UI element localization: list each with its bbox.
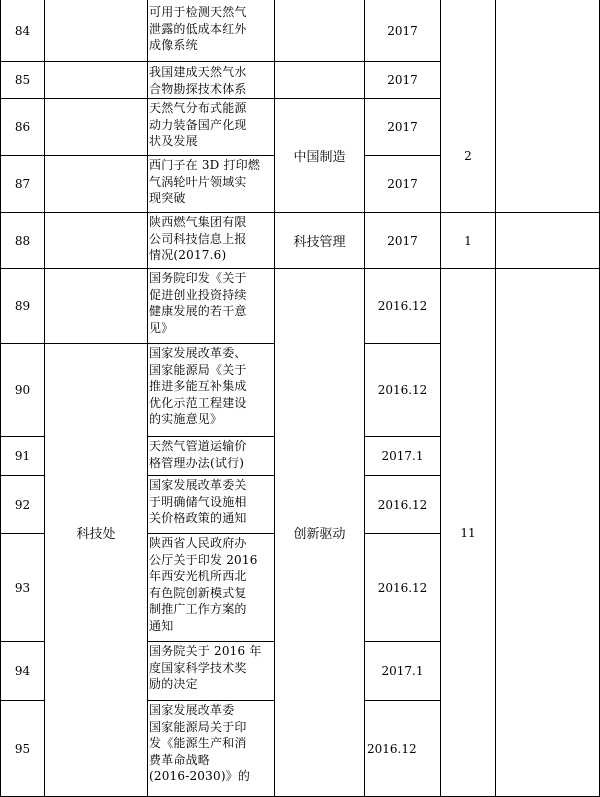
document-title: 天然气分布式能源 动力装备国产化现 状及发展 — [149, 101, 247, 148]
row-number: 90 — [14, 383, 31, 397]
date-cell: 2017 — [387, 177, 418, 191]
document-title: 国家发展改革委关 于明确储气设施相 关价格政策的通知 — [149, 478, 247, 525]
date-cell: 2017 — [387, 73, 418, 87]
document-title: 国务院印发《关于 促进创业投资持续 健康发展的若干意 见》 — [149, 271, 247, 335]
document-title: 我国建成天然气水 合物勘探技术体系 — [149, 65, 247, 96]
row-number: 86 — [14, 120, 31, 134]
document-title: 西门子在 3D 打印燃 气涡轮叶片领域实 现突破 — [149, 158, 261, 205]
date-cell: 2016.12 — [377, 497, 428, 512]
row-number: 91 — [14, 449, 31, 463]
row-number: 88 — [14, 233, 31, 248]
document-title: 陕西省人民政府办 公厅关于印发 2016 年西安光机所西北 有色院创新模式复 制推广工作方案的 通知 — [149, 536, 258, 633]
date-cell: 2017 — [387, 233, 418, 248]
date-cell: 2016.12 — [377, 580, 428, 595]
department-cell: 科技处 — [76, 527, 116, 542]
date-cell: 2016.12 — [367, 741, 417, 756]
category-cell: 创新驱动 — [293, 527, 346, 542]
category-cell: 中国制造 — [293, 150, 346, 165]
row-number: 87 — [14, 177, 31, 191]
document-title: 国家发展改革委 国家能源局关于印 发《能源生产和消 费革命战略 (2016-2030)》的 — [149, 703, 251, 783]
document-title: 国务院关于 2016 年 度国家科学技术奖 励的决定 — [149, 644, 262, 691]
date-cell: 2017 — [387, 23, 418, 38]
date-cell: 2017.1 — [381, 449, 424, 463]
date-cell: 2017.1 — [381, 664, 424, 678]
row-number: 95 — [14, 741, 31, 756]
row-number: 92 — [14, 497, 31, 512]
row-number: 89 — [14, 299, 31, 313]
count-cell: 2 — [464, 148, 472, 163]
document-title: 陕西燃气集团有限 公司科技信息上报 情况(2017.6) — [149, 215, 247, 262]
category-cell: 科技管理 — [293, 235, 346, 250]
document-title: 天然气管道运输价 格管理办法(试行) — [149, 439, 247, 470]
row-number: 85 — [14, 73, 31, 87]
date-cell: 2017 — [387, 120, 418, 134]
date-cell: 2016.12 — [377, 299, 428, 313]
row-number: 94 — [14, 664, 31, 678]
row-number: 93 — [14, 580, 31, 595]
count-cell: 11 — [460, 525, 476, 540]
count-cell: 1 — [464, 233, 472, 248]
row-number: 84 — [14, 23, 31, 38]
document-title: 可用于检测天然气 泄露的低成本红外 成像系统 — [149, 5, 247, 52]
document-title: 国家发展改革委、 国家能源局《关于 推进多能互补集成 优化示范工程建设 的实施意见》 — [149, 346, 247, 426]
date-cell: 2016.12 — [377, 383, 428, 397]
